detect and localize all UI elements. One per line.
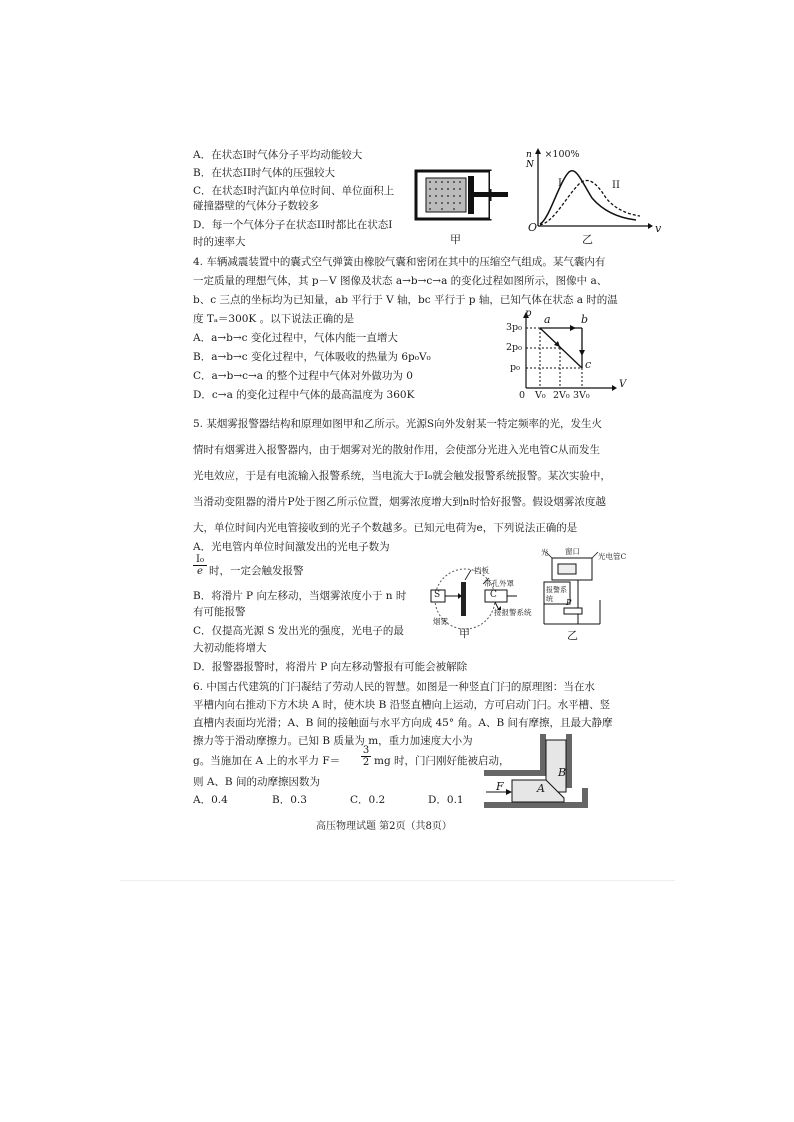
q3-option-a: A．在状态I时气体分子平均动能较大 <box>193 149 363 161</box>
q5-stem-5: 大，单位时间内光电管接收到的光子个数越多。已知元电荷为e，下列说法正确的是 <box>193 522 578 534</box>
fig-yi-label: 乙 <box>582 233 593 246</box>
q3-option-b: B．在状态II时气体的压强较大 <box>193 167 336 179</box>
curve-ii-label: II <box>612 180 620 191</box>
q3-option-d: D．每一个气体分子在状态II时都比在状态I <box>193 219 393 231</box>
q5-option-c-cont: 大初动能将增大 <box>193 642 267 654</box>
force-f-label: F <box>496 780 504 793</box>
q3-option-d-cont: 时的速率大 <box>193 236 246 248</box>
q5-stem-3: 光电效应，于是有电流输入报警系统，当电流大于I₀就会触发报警系统报警。某次实验中， <box>193 470 611 482</box>
q5-option-d: D．报警器报警时，将滑片 P 向左移动警报有可能会被解除 <box>193 661 468 673</box>
q6-stem-5b: mg 时，门闩刚好能被启动， <box>374 755 510 767</box>
pv-point-a: a <box>544 313 551 326</box>
pv-xtick-2v0: 2V₀ <box>553 390 570 401</box>
fig-yi-ylabel: ×100% <box>544 149 580 160</box>
q4-stem-1: 4. 车辆减震装置中的囊式空气弹簧由橡胶气囊和密闭在其中的压缩空气组成。某气囊内有 <box>193 256 606 268</box>
fig-yi-light: 光 <box>541 548 549 557</box>
page-divider <box>120 880 675 881</box>
fig-jia-shield: 带孔外罩 <box>484 579 514 588</box>
q5-option-b-cont: 有可能报警 <box>193 606 246 618</box>
fig-yi-tube: 光电管C <box>598 552 627 561</box>
q4-option-c: C．a→b→c→a 的整个过程中气体对外做功为 0 <box>193 370 413 382</box>
fig-jia-source: S <box>434 590 441 600</box>
q4-option-a: A．a→b→c 变化过程中，气体内能一直增大 <box>193 332 398 344</box>
q5-frac-den: e <box>197 566 203 577</box>
fig-jia-label-q5: 甲 <box>459 627 470 640</box>
fig-yi-ylabel-n: n <box>526 150 532 160</box>
fig-yi-window: 窗口 <box>565 547 580 556</box>
pv-ytick-2p0: 2p₀ <box>506 342 522 353</box>
q6-option-c: C．0.2 <box>350 794 386 806</box>
block-a-label: A <box>537 782 545 795</box>
pv-xtick-0: 0 <box>519 390 526 401</box>
q5-option-a-cont: 时，一定会触发报警 <box>209 565 304 577</box>
q4-option-d: D．c→a 的变化过程中气体的最高温度为 360K <box>193 389 415 401</box>
fig-jia-system: 接报警系统 <box>494 608 532 617</box>
pv-ytick-3p0: 3p₀ <box>506 322 522 333</box>
q5-frac-num: I₀ <box>193 554 207 566</box>
q3-option-c: C．在状态I时汽缸内单位时间、单位面积上 <box>193 185 395 197</box>
q4-stem-3: b、c 三点的坐标均为已知量，ab 平行于 V 轴，bc 平行于 p 轴，已知气体在状态 a 时的温 <box>193 294 618 306</box>
q6-option-a: A．0.4 <box>193 794 228 806</box>
q5-option-b: B．将滑片 P 向左移动，当烟雾浓度小于 n 时 <box>193 590 407 602</box>
q5-stem-1: 5. 某烟雾报警器结构和原理如图甲和乙所示。光源S向外发射某一特定频率的光，发生火 <box>193 418 603 430</box>
q5-option-a: A．光电管内单位时间激发出的光电子数为 <box>193 541 390 553</box>
q4-stem-4: 度 Tₐ＝300K 。以下说法正确的是 <box>193 313 355 325</box>
pv-v-axis: V <box>619 379 627 390</box>
pv-xtick-v0: V₀ <box>535 390 546 401</box>
fig-jia-label: 甲 <box>450 233 461 246</box>
pv-xtick-3v0: 3V₀ <box>573 390 590 401</box>
q6-option-b: B．0.3 <box>272 794 307 806</box>
fig-yi-ylabel-n: N <box>526 160 534 170</box>
v-axis-label: v <box>655 222 662 235</box>
door-bolt-figure <box>484 730 606 808</box>
q6-stem-2: 平槽内向右推动下方木块 A 时，使木块 B 沿竖直槽向上运动，方可启动门闩。水平槽、竖 <box>193 699 611 711</box>
q6-stem-3: 直槽内表面均光滑；A、B 间的接触面与水平方向成 45° 角。A、B 间有摩擦，且最大静摩 <box>193 717 613 729</box>
fig-yi-slider: P <box>566 598 572 607</box>
q5-stem-4: 当滑动变阻器的滑片P处于图乙所示位置，烟雾浓度增大到n时恰好报警。假设烟雾浓度越 <box>193 496 606 508</box>
q4-stem-2: 一定质量的理想气体，其 p－V 图像及状态 a→b→c→a 的变化过程如图所示，图像中 a、 <box>193 275 608 287</box>
page-footer: 高压物理试题 第2页（共8页） <box>316 821 452 832</box>
cylinder-figure <box>412 165 512 227</box>
block-b-label: B <box>558 766 567 779</box>
fig-jia-smoke: 烟雾 <box>433 617 448 626</box>
q4-option-b: B．a→b→c 变化过程中，气体吸收的热量为 6p₀V₀ <box>193 351 431 363</box>
q5-fraction <box>193 554 207 577</box>
q6-stem-4: 擦力等于滑动摩擦力。已知 B 质量为 m，重力加速度大小为 <box>193 735 473 747</box>
q6-stem-6: 则 A、B 间的动摩擦因数为 <box>193 776 320 788</box>
q3-option-c-cont: 碰撞器壁的气体分子数较多 <box>193 200 319 212</box>
q6-frac-num: 3 <box>362 745 370 756</box>
fig-jia-tube: C <box>490 590 497 600</box>
pv-p-axis: p <box>525 308 532 319</box>
q6-fraction <box>361 745 371 768</box>
q6-option-d: D．0.1 <box>428 794 464 806</box>
q6-stem-1: 6. 中国古代建筑的门闩凝结了劳动人民的智慧。如图是一种竖直门闩的原理图：当在水 <box>193 681 595 693</box>
q5-stem-2: 情时有烟雾进入报警器内，由于烟雾对光的散射作用，会使部分光进入光电管C从而发生 <box>193 444 601 456</box>
q6-frac-den: 2 <box>362 757 370 768</box>
curve-i-label: I <box>558 178 562 189</box>
pv-point-c: c <box>585 358 592 371</box>
pv-point-b: b <box>581 313 589 326</box>
fig-yi-alarm: 报警系统 <box>546 586 567 603</box>
origin-label: O <box>528 221 538 234</box>
fig-yi-label-q5: 乙 <box>567 629 578 642</box>
q6-stem-5a: g。当施加在 A 上的水平力 F＝ <box>193 755 341 767</box>
q5-option-c: C．仅提高光源 S 发出光的强度，光电子的最 <box>193 625 404 637</box>
pv-ytick-p0: p₀ <box>510 362 520 373</box>
fig-jia-baffle: 挡板 <box>474 566 489 575</box>
